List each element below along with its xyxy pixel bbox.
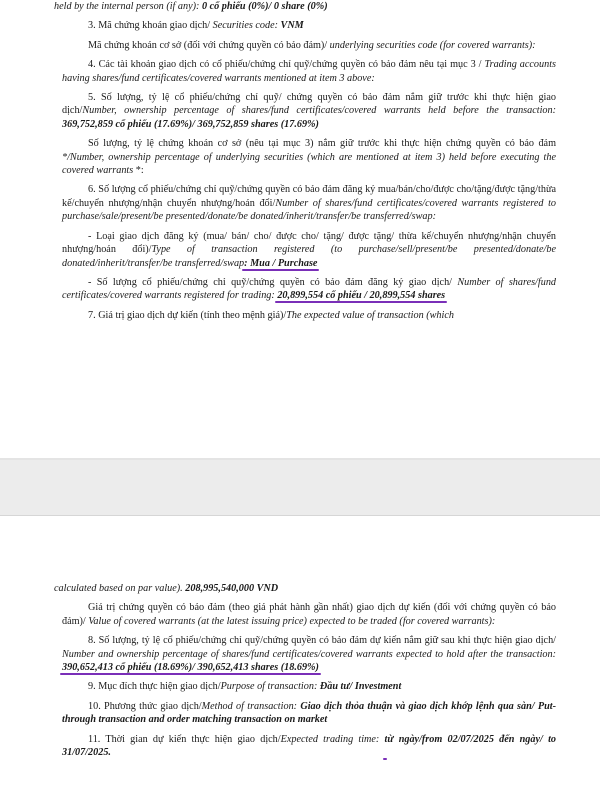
text-span: Trading accounts having shares/fund certificates/covered warrants mentioned at item 3 above:	[62, 59, 556, 84]
text-span: Purpose of transaction:	[220, 681, 320, 693]
item-4-trading-accounts	[62, 58, 556, 85]
transaction-type	[62, 230, 556, 270]
text-span: Value of covered warrants (at the latest issuing price) expected to be traded (for covered warrants):	[88, 615, 496, 627]
text-span: 10. Phương thức giao dịch/	[88, 700, 202, 712]
text-span: Số lượng, tỷ lệ chứng khoán cơ sở (nêu tại mục 3) nắm giữ trước khi thực hiện chứng quyền có bảo đảm	[88, 138, 556, 150]
text-span: 0 cổ phiếu (0%)/ 0 share (0%)	[201, 1, 328, 12]
text-span: Type of transaction registered (to purchase/sell/present/be presented/donate/be donated/inherit/transfer/be transferred/swap	[62, 244, 556, 269]
quantity-highlight: 20,899,554 cổ phiếu / 20,899,554 shares	[277, 290, 446, 302]
text-span: 7. Giá trị giao dịch dự kiến (tính theo mệnh giá)/	[88, 309, 287, 321]
text-span: Number of shares/fund certificates/covered warrants registered to purchase/sale/present/be presented/donate/be donated/inherit/transfer/be transferred/swap:	[62, 197, 556, 223]
purchase-highlight: : Mua / Purchase	[244, 257, 318, 269]
text-span: 9. Mục đích thực hiện giao dịch/	[88, 681, 221, 693]
text-span: 3. Mã chứng khoán giao dịch/	[88, 20, 213, 32]
text-span: Expected trading time:	[280, 733, 385, 745]
item-7-expected-value	[62, 309, 556, 322]
document-page-bottom	[0, 516, 600, 800]
text-span: VNM	[280, 20, 304, 32]
item-9-purpose	[62, 680, 556, 693]
text-span: - Loại giao dịch đăng ký (mua/ bán/ cho/ được cho/ tặng/ được tặng/ thừa kế/chuyển nhượng/nhận chuyển nhượng/hoán đổi)/	[62, 230, 556, 256]
item-3-securities-code	[62, 19, 556, 32]
text-span: held by the internal person (if any):	[54, 1, 202, 12]
item-8-holding-after	[62, 634, 556, 674]
page-edge	[0, 458, 600, 460]
text-span: Mã chứng khoán cơ sở (đối với chứng quyền có bảo đảm)/	[88, 39, 330, 51]
registered-quantity	[62, 276, 556, 303]
item-11-trading-time	[62, 733, 556, 760]
covered-warrant-value	[62, 601, 556, 628]
text-span: */Number, ownership percentage of underlying securities (which are mentioned at item 3) held before executing the covered warrants	[62, 151, 556, 177]
text-span: 4. Các tài khoản giao dịch có cổ phiếu/chứng chỉ quỹ/chứng quyền có bảo đảm nêu tại mục 3 /	[88, 59, 485, 71]
text-span: underlying securities code (for covered warrants):	[329, 39, 536, 51]
text-span: 208,995,540,000 VND	[185, 583, 279, 594]
underlying-securities-code	[62, 39, 556, 52]
text-span: 5. Số lượng, tỷ lệ cổ phiếu/chứng chỉ quỹ/ chứng quyền có bảo đảm nắm giữ trước khi thực hiện giao dịch/	[62, 92, 556, 117]
item-7-continued	[54, 582, 556, 595]
text-span: Number, ownership percentage of shares/fund certificates/covered warrants held before the transaction:	[82, 105, 556, 117]
text-span: Đầu tư/ Investment	[319, 681, 402, 693]
item-6-registered-number	[62, 183, 556, 223]
text-span: 11. Thời gian dự kiến thực hiện giao dịch/	[88, 733, 281, 745]
text-span: Number of shares/fund certificates/covered warrants registered for trading:	[62, 276, 557, 302]
text-span: Giá trị chứng quyền có bảo đảm (theo giá phát hành gần nhất) giao dịch dự kiến (đối với chứng quyền có bảo đảm)/	[62, 602, 556, 627]
paragraph-internal-person	[54, 0, 556, 13]
text-span: Method of transaction:	[201, 700, 301, 712]
item-5-holding-before	[62, 91, 556, 131]
text-span: 6. Số lượng cổ phiếu/chứng chỉ quỹ/chứng quyền có bảo đảm đăng ký mua/bán/cho/được cho/tặng/được tặng/thừa kế/chuyển nhượng/nhận chuyển nhượng/hoán đổi/	[62, 184, 556, 209]
text-span: 8. Số lượng, tỷ lệ cổ phiếu/chứng chỉ quỹ/chứng quyền có bảo đảm dự kiến nắm giữ sau khi thực hiện giao dịch/	[88, 635, 556, 647]
covered-warrant-holding-before	[62, 137, 556, 177]
holding-after-highlight: 390,652,413 cổ phiếu (18.69%)/ 390,652,413 shares (18.69%)	[62, 662, 319, 674]
text-span: 369,752,859 cổ phiếu (17.69%)/ 369,752,859 shares (17.69%)	[62, 118, 319, 130]
text-span: Securities code:	[212, 20, 281, 32]
text-span: calculated based on par value).	[54, 583, 186, 594]
text-span: Giao dịch thỏa thuận và giao dịch khớp lệnh qua sàn/ Put-through transaction and order matching transaction on market	[62, 700, 556, 726]
item-10-method	[62, 700, 556, 727]
text-span: *:	[133, 165, 144, 177]
page-gap	[0, 458, 600, 516]
text-span: The expected value of transaction (which	[286, 309, 454, 321]
trading-time-highlight: từ ngày/from 02/07/2025 đến ngày/ to 31/07/2025.	[62, 733, 556, 759]
text-span: Number and ownership percentage of shares/fund certificates/covered warrants expected to hold after the transaction:	[62, 648, 556, 660]
text-span: - Số lượng cổ phiếu/chứng chỉ quỹ/chứng quyền có bảo đảm đăng ký giao dịch/	[88, 276, 458, 288]
